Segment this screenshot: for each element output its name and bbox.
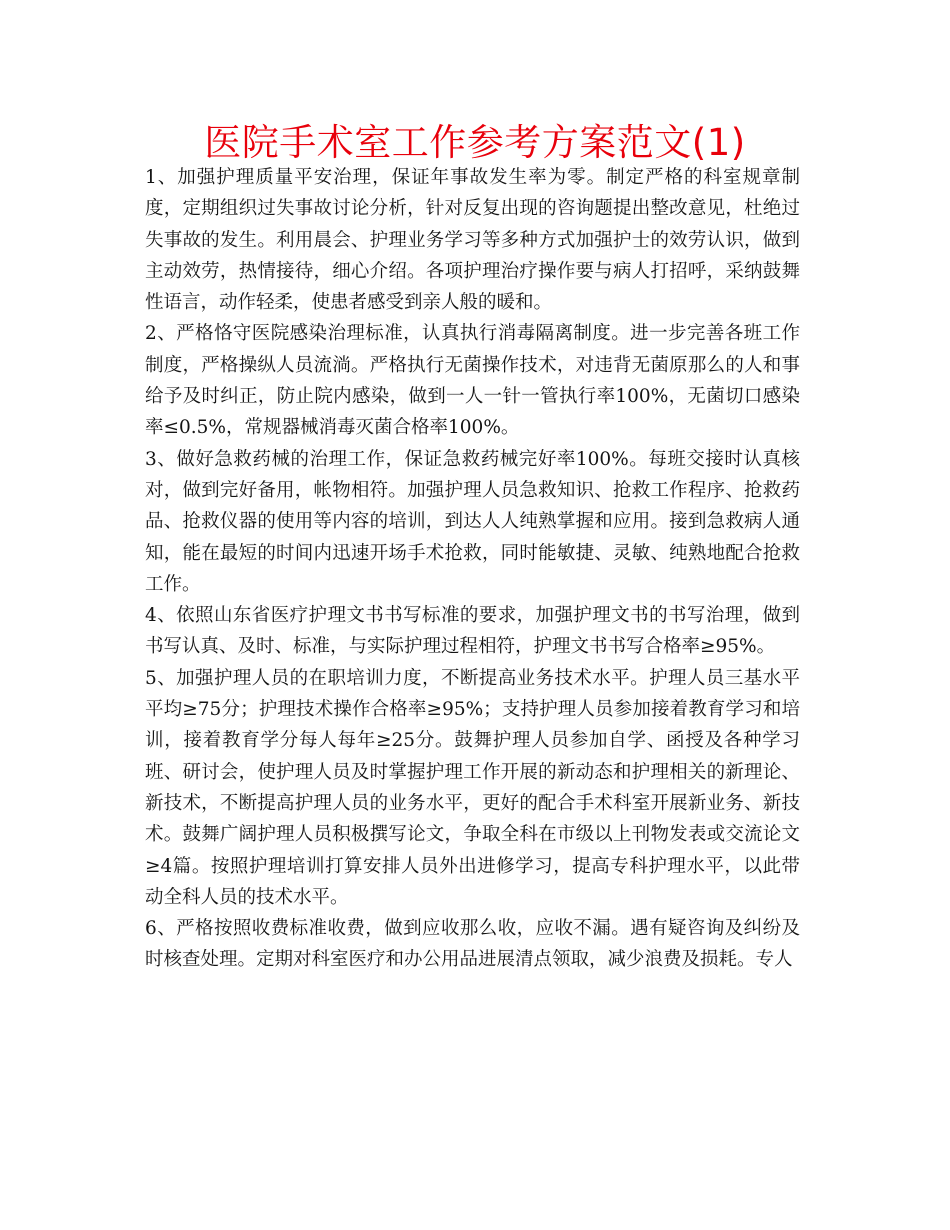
- paragraph-2: 2、严格恪守医院感染治理标准，认真执行消毒隔离制度。进一步完善各班工作制度，严格操纵人员流淌。严格执行无菌操作技术，对违背无菌原那么的人和事给予及时纠正，防止院内感染，做到一人一针一管执行率100%，无菌切口感染率≤0.5%，常规器械消毒灭菌合格率100%。: [145, 323, 800, 439]
- paragraph-4: 4、依照山东省医疗护理文书书写标准的要求，加强护理文书的书写治理，做到书写认真、及时、标准，与实际护理过程相符，护理文书书写合格率≥95%。: [145, 605, 800, 658]
- document-body: [145, 162, 800, 976]
- paragraph-3: 3、做好急救药械的治理工作，保证急救药械完好率100%。每班交接时认真核对，做到完好备用，帐物相符。加强护理人员急救知识、抢救工作程序、抢救药品、抢救仪器的使用等内容的培训，到达人人纯熟掌握和应用。接到急救病人通知，能在最短的时间内迅速开场手术抢救，同时能敏捷、灵敏、纯熟地配合抢救工作。: [145, 448, 800, 595]
- paragraph-6: 6、严格按照收费标准收费，做到应收那么收，应收不漏。遇有疑咨询及纠纷及时核查处理。定期对科室医疗和办公用品进展清点领取，减少浪费及损耗。专人: [145, 918, 800, 971]
- paragraph-5: 5、加强护理人员的在职培训力度，不断提高业务技术水平。护理人员三基水平平均≥75分；护理技术操作合格率≥95%；支持护理人员参加接着教育学习和培训，接着教育学分每人每年≥25分。鼓舞护理人员参加自学、函授及各种学习班、研讨会，使护理人员及时掌握护理工作开展的新动态和护理相关的新理论、新技术，不断提高护理人员的业务水平，更好的配合手术科室开展新业务、新技术。鼓舞广阔护理人员积极撰写论文，争取全科在市级以上刊物发表或交流论文≥4篇。按照护理培训打算安排人员外出进修学习，提高专科护理水平，以此带动全科人员的技术水平。: [145, 667, 800, 908]
- paragraph-1: 1、加强护理质量平安治理，保证年事故发生率为零。制定严格的科室规章制度，定期组织过失事故讨论分析，针对反复出现的咨询题提出整改意见，杜绝过失事故的发生。利用晨会、护理业务学习等多种方式加强护士的效劳认识，做到主动效劳，热情接待，细心介绍。各项护理治疗操作要与病人打招呼，采纳鼓舞性语言，动作轻柔，使患者感受到亲人般的暖和。: [145, 167, 800, 314]
- document-title: 医院手术室工作参考方案范文(1): [204, 121, 746, 164]
